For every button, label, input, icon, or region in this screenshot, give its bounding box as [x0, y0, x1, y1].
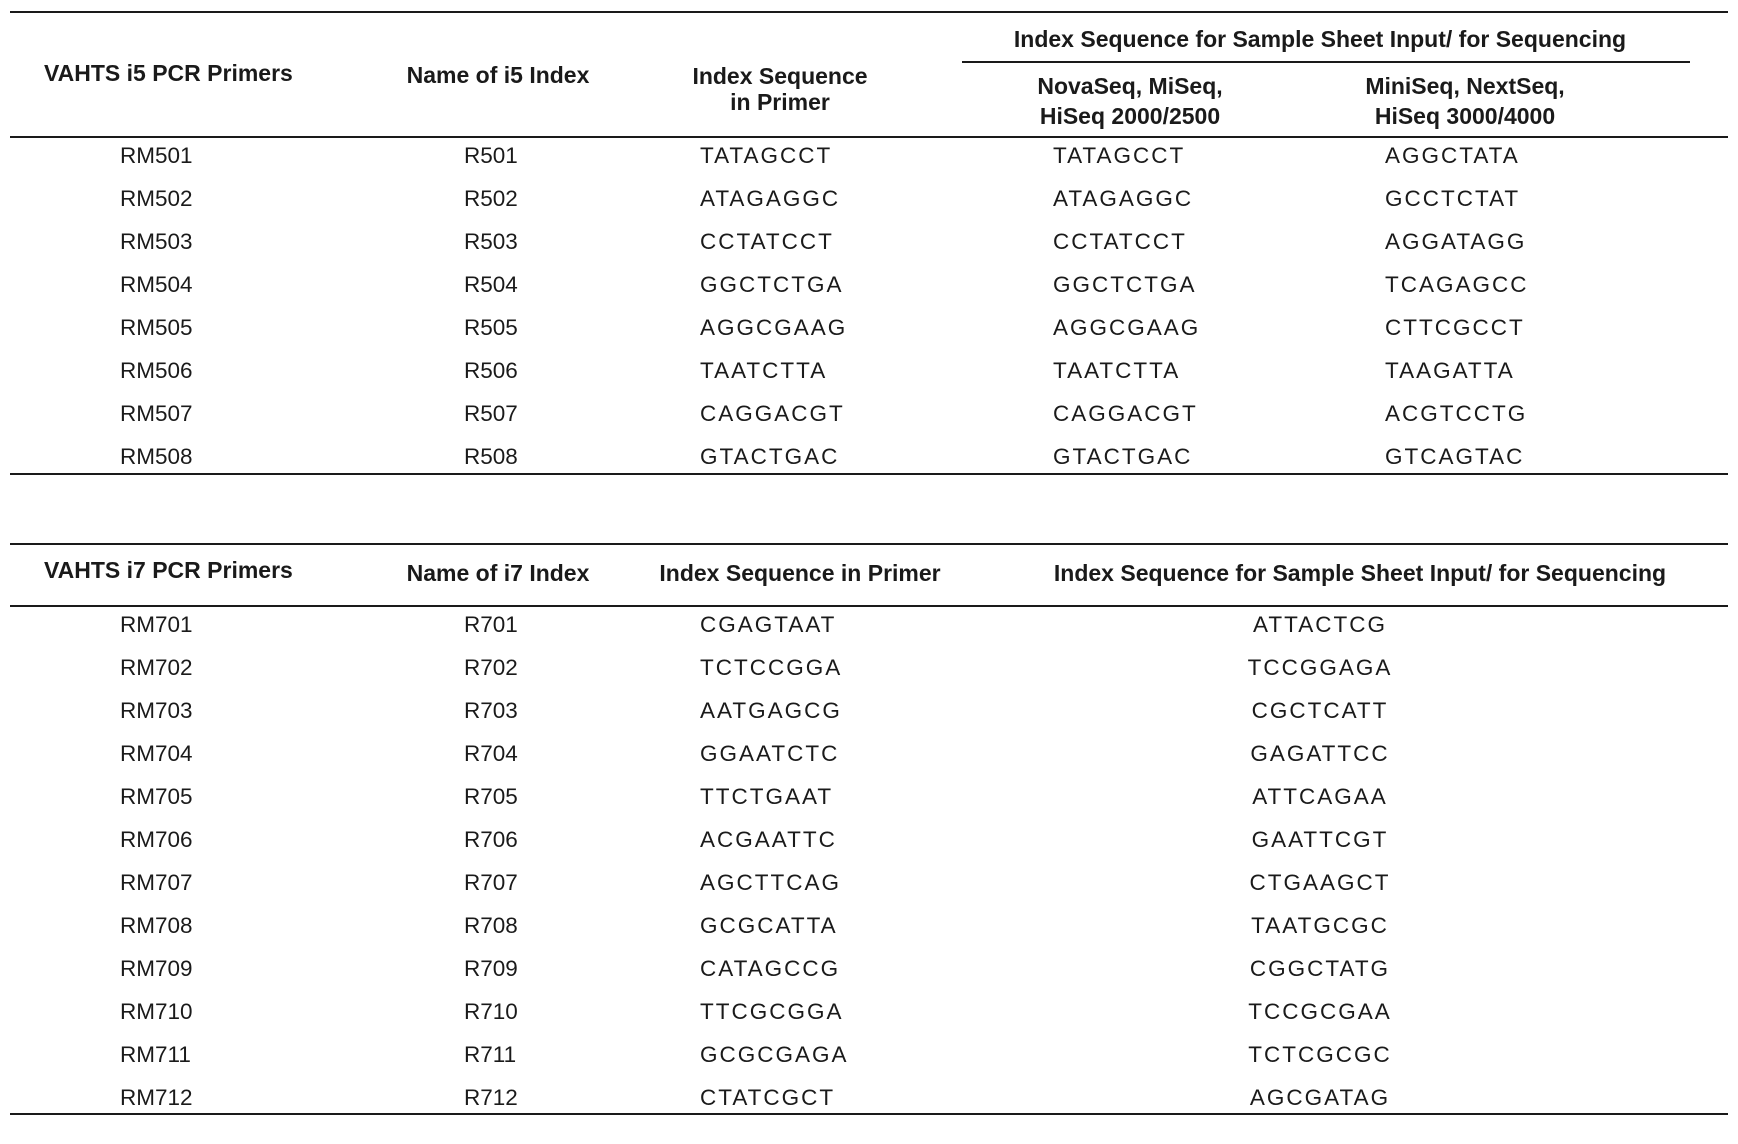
- i5-mini: CTTCGCCT: [1385, 315, 1525, 340]
- i5-primer: RM501: [120, 143, 193, 168]
- i5-seq: GGCTCTGA: [700, 272, 844, 297]
- i7-seq: AGCTTCAG: [700, 870, 842, 895]
- i5-index: R502: [464, 186, 518, 211]
- i7-sheet: CTGAAGCT: [1249, 870, 1391, 895]
- i5-header-primers: VAHTS i5 PCR Primers: [44, 60, 293, 86]
- i5-group-underline: [962, 61, 1690, 63]
- i5-index: R508: [464, 444, 518, 469]
- i7-primer: RM706: [120, 827, 193, 852]
- i5-header-seq-line2: in Primer: [730, 89, 830, 115]
- i5-bottom-rule: [10, 473, 1728, 475]
- i7-index: R701: [464, 612, 518, 637]
- i7-sheet: TCTCGCGC: [1248, 1042, 1392, 1067]
- i5-header-novaseq-line1: NovaSeq, MiSeq,: [1037, 73, 1223, 99]
- i5-index: R506: [464, 358, 518, 383]
- i7-primer: RM707: [120, 870, 193, 895]
- i5-primer: RM506: [120, 358, 193, 383]
- i5-index: R501: [464, 143, 518, 168]
- i5-primer: RM507: [120, 401, 193, 426]
- i7-primer: RM703: [120, 698, 193, 723]
- i7-seq: GCGCATTA: [700, 913, 838, 938]
- i7-sheet: CGGCTATG: [1249, 956, 1391, 981]
- i5-seq: GTACTGAC: [700, 444, 840, 469]
- i5-nova: CAGGACGT: [1053, 401, 1198, 426]
- i7-sheet: TAATGCGC: [1251, 913, 1389, 938]
- i7-index: R711: [464, 1042, 517, 1067]
- i5-index: R507: [464, 401, 518, 426]
- i5-mini: GCCTCTAT: [1385, 186, 1521, 211]
- i5-nova: AGGCGAAG: [1053, 315, 1201, 340]
- i5-mini: GTCAGTAC: [1385, 444, 1525, 469]
- i5-primer: RM502: [120, 186, 193, 211]
- i7-bottom-rule: [10, 1113, 1728, 1115]
- i7-primer: RM709: [120, 956, 193, 981]
- i7-index: R708: [464, 913, 518, 938]
- i7-index: R712: [464, 1085, 518, 1110]
- i7-sheet: CGCTCATT: [1251, 698, 1389, 723]
- i7-index: R704: [464, 741, 518, 766]
- i7-index: R706: [464, 827, 518, 852]
- i7-seq: TCTCCGGA: [700, 655, 843, 680]
- i5-primer: RM508: [120, 444, 193, 469]
- i5-mini: TCAGAGCC: [1385, 272, 1529, 297]
- i7-sheet: ATTACTCG: [1253, 612, 1387, 637]
- i5-nova: GGCTCTGA: [1053, 272, 1197, 297]
- i7-seq: TTCGCGGA: [700, 999, 844, 1024]
- i7-index: R705: [464, 784, 518, 809]
- i5-top-rule: [10, 11, 1728, 13]
- i7-header-sample-sheet: Index Sequence for Sample Sheet Input/ for Sequencing: [1053, 560, 1667, 586]
- i7-header-seq-in-primer: Index Sequence in Primer: [659, 560, 941, 586]
- i5-index: R505: [464, 315, 518, 340]
- i7-seq: TTCTGAAT: [700, 784, 834, 809]
- i5-mini: AGGCTATA: [1385, 143, 1520, 168]
- i5-seq: TAATCTTA: [700, 358, 828, 383]
- i7-sheet: ATTCAGAA: [1252, 784, 1388, 809]
- i7-primer: RM712: [120, 1085, 193, 1110]
- i7-sheet: AGCGATAG: [1249, 1085, 1391, 1110]
- i7-seq: ACGAATTC: [700, 827, 837, 852]
- i5-mini: ACGTCCTG: [1385, 401, 1528, 426]
- i5-primer: RM504: [120, 272, 193, 297]
- i5-header-sample-sheet-group: Index Sequence for Sample Sheet Input/ for Sequencing: [1013, 26, 1627, 52]
- i7-index: R710: [464, 999, 518, 1024]
- i7-seq: AATGAGCG: [700, 698, 842, 723]
- i5-nova: ATAGAGGC: [1053, 186, 1194, 211]
- i5-primer: RM505: [120, 315, 193, 340]
- i7-seq: CGAGTAAT: [700, 612, 837, 637]
- i7-top-rule: [10, 543, 1728, 545]
- i5-header-novaseq-line2: HiSeq 2000/2500: [1039, 103, 1221, 129]
- i5-mini: AGGATAGG: [1385, 229, 1527, 254]
- i5-seq: AGGCGAAG: [700, 315, 848, 340]
- i5-index: R504: [464, 272, 518, 297]
- i7-primer: RM701: [120, 612, 193, 637]
- i7-index: R702: [464, 655, 518, 680]
- i7-index: R707: [464, 870, 518, 895]
- i7-sheet: TCCGGAGA: [1247, 655, 1393, 680]
- i7-primer: RM708: [120, 913, 193, 938]
- i7-header-primers: VAHTS i7 PCR Primers: [44, 557, 293, 583]
- i5-seq: ATAGAGGC: [700, 186, 841, 211]
- i5-header-miniseq-line2: HiSeq 3000/4000: [1374, 103, 1556, 129]
- i5-seq: CCTATCCT: [700, 229, 834, 254]
- i7-primer: RM711: [120, 1042, 191, 1067]
- i5-nova: GTACTGAC: [1053, 444, 1193, 469]
- i7-primer: RM702: [120, 655, 193, 680]
- i5-seq: CAGGACGT: [700, 401, 845, 426]
- i5-nova: TATAGCCT: [1053, 143, 1186, 168]
- i5-header-index-name: Name of i5 Index: [406, 62, 590, 88]
- i7-sheet: GAGATTCC: [1250, 741, 1390, 766]
- i7-seq: GCGCGAGA: [700, 1042, 849, 1067]
- i7-primer: RM705: [120, 784, 193, 809]
- i5-seq: TATAGCCT: [700, 143, 833, 168]
- i5-mini: TAAGATTA: [1385, 358, 1515, 383]
- i5-index: R503: [464, 229, 518, 254]
- i7-header-index-name: Name of i7 Index: [406, 560, 590, 586]
- i5-nova: CCTATCCT: [1053, 229, 1187, 254]
- i7-primer: RM710: [120, 999, 193, 1024]
- i7-index: R709: [464, 956, 518, 981]
- i7-index: R703: [464, 698, 518, 723]
- i5-header-seq-line1: Index Sequence: [692, 63, 868, 89]
- i5-nova: TAATCTTA: [1053, 358, 1181, 383]
- i5-header-miniseq-line1: MiniSeq, NextSeq,: [1365, 73, 1565, 99]
- i7-header-rule: [10, 605, 1728, 607]
- i7-primer: RM704: [120, 741, 193, 766]
- i7-seq: CTATCGCT: [700, 1085, 836, 1110]
- i5-header-rule: [10, 136, 1728, 138]
- i7-seq: GGAATCTC: [700, 741, 840, 766]
- i7-sheet: TCCGCGAA: [1248, 999, 1392, 1024]
- i7-sheet: GAATTCGT: [1251, 827, 1389, 852]
- i7-seq: CATAGCCG: [700, 956, 841, 981]
- i5-primer: RM503: [120, 229, 193, 254]
